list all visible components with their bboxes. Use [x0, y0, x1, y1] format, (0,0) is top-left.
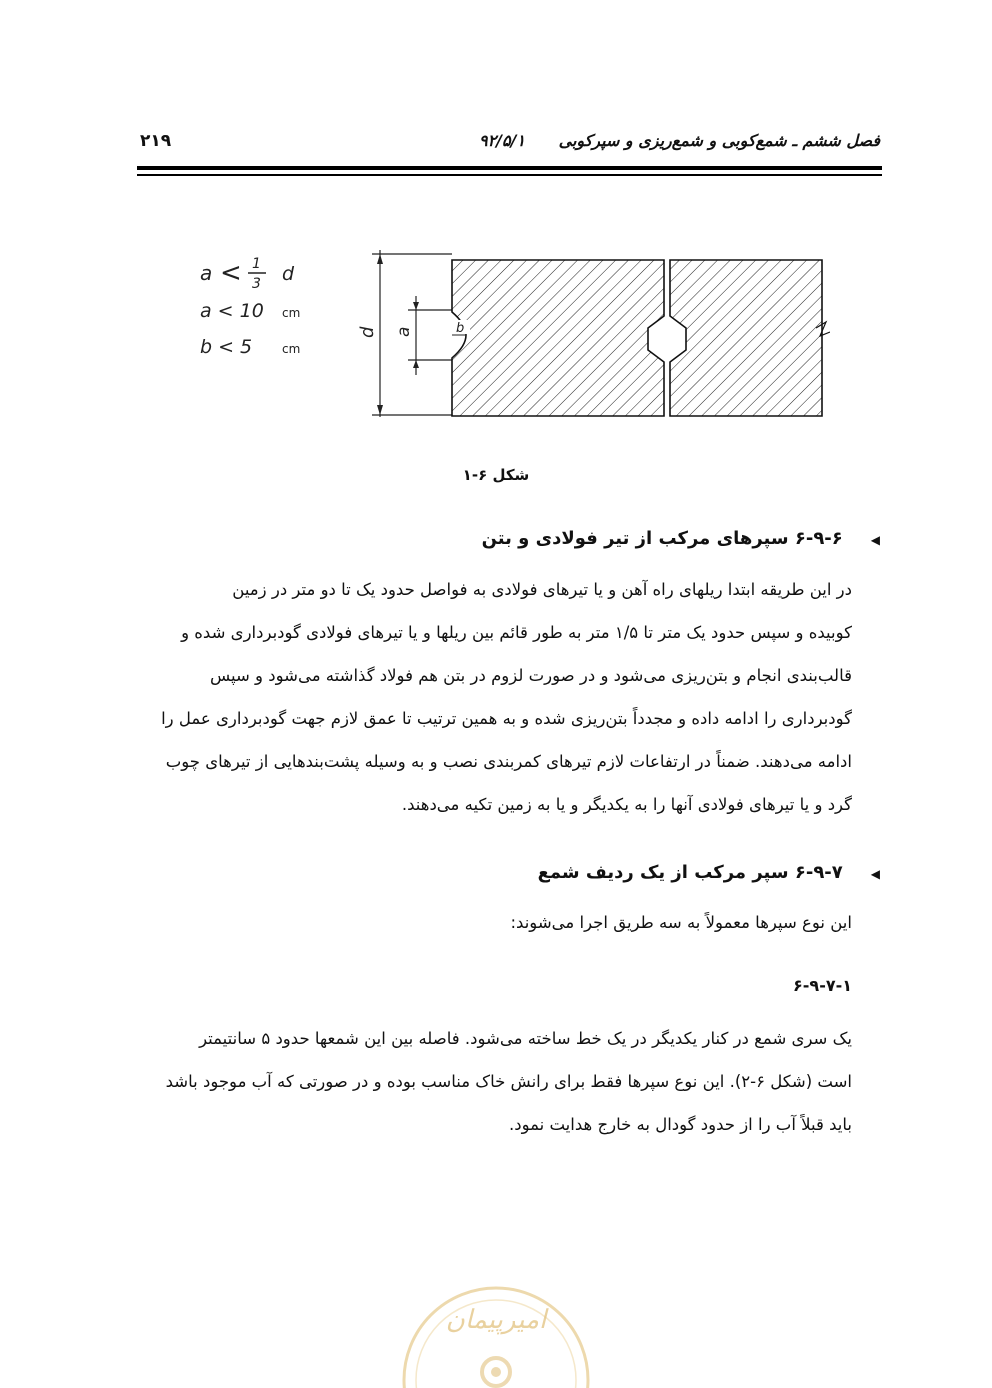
subsection-number: ۶-۹-۷-۱ — [793, 976, 852, 995]
formula-2-unit: cm — [282, 306, 301, 320]
paragraph-line: در این طریقه ابتدا ریلهای راه آهن و یا تیرهای فولادی به فواصل حدود یک تا دو متر در زمین — [232, 580, 852, 599]
section-heading-6-9-6 — [482, 528, 880, 549]
bullet-icon: ◀ — [870, 533, 880, 547]
section-heading-6-9-7 — [538, 862, 880, 883]
dimension-a — [408, 296, 452, 375]
chapter-title: فصل ششم ـ شمع‌کوبی و شمع‌ریزی و سپرکوبی — [558, 131, 880, 150]
intro-line: این نوع سپرها معمولاً به سه طریق اجرا می‌شوند: — [510, 913, 852, 932]
dimension-d-label: d — [357, 326, 378, 338]
formula-rule-2 — [200, 300, 300, 322]
header-rule-thick — [137, 166, 882, 170]
watermark-logo — [396, 1268, 596, 1388]
paragraph-line: ادامه می‌دهند. ضمناً در ارتفاعات لازم تیرهای کمربندی نصب و به وسیله پشت‌بندهایی از تیرهای چوب — [165, 752, 852, 771]
paragraph-line: قالب‌بندی انجام و بتن‌ریزی می‌شود و در صورت لزوم در بتن هم فولاد گذاشته می‌شود و سپس — [209, 666, 852, 685]
running-header — [479, 131, 880, 150]
page-number: ۲۱۹ — [140, 131, 172, 151]
figure-pile-section — [190, 240, 830, 430]
formula-3-text: b < 5 — [200, 336, 253, 358]
figure-caption: شکل ۶-۱ — [462, 466, 530, 484]
paragraph-line: کوبیده و سپس حدود یک متر تا ۱/۵ متر به طور قائم بین ریلها و یا تیرهای فولادی گودبرداری شده و — [181, 623, 852, 642]
dimension-a-label: a — [394, 326, 414, 337]
heading-text: ۶-۹-۶ سپرهای مرکب از تیر فولادی و بتن — [481, 528, 843, 549]
paragraph-line: گرد و یا تیرهای فولادی آنها را به یکدیگر و یا به زمین تکیه می‌دهند. — [401, 795, 852, 814]
dimension-b-label: b — [456, 321, 465, 336]
heading-text: ۶-۹-۷ سپر مرکب از یک ردیف شمع — [537, 862, 843, 883]
paragraph-line: گودبرداری را ادامه داده و مجدداً بتن‌ریزی شده و به همین ترتیب تا عمق لازم جهت گودبرداری عمل را — [161, 709, 852, 728]
paragraph-line: یک سری شمع در کنار یکدیگر در یک خط ساخته می‌شود. فاصله بین این شمعها حدود ۵ سانتیمتر — [199, 1029, 852, 1048]
pile-right — [670, 260, 822, 416]
formula-rule-3 — [200, 336, 300, 358]
formula-rule-1 — [200, 256, 295, 292]
paragraph-line: باید قبلاً آب را از حدود گودال به خارج هدایت نمود. — [508, 1115, 852, 1134]
watermark-text: امیرپیمان — [445, 1305, 547, 1335]
gear-icon — [482, 1358, 510, 1386]
formula-1-den: 3 — [252, 276, 261, 292]
bullet-icon: ◀ — [870, 867, 880, 881]
formula-1-op: < — [220, 258, 242, 288]
header-rule-thin — [137, 174, 882, 176]
header-date: ۹۲/۵/۱ — [478, 131, 526, 150]
formula-1-num: 1 — [252, 256, 261, 272]
pile-left — [452, 260, 664, 416]
formula-2-text: a < 10 — [200, 300, 264, 322]
formula-1-var: a — [200, 261, 213, 285]
formula-1-unit: d — [282, 263, 295, 285]
formula-3-unit: cm — [282, 342, 301, 356]
paragraph-line: است (شکل ۶-۲). این نوع سپرها فقط برای رانش خاک مناسب بوده و در صورتی که آب موجود باشد — [165, 1072, 852, 1091]
